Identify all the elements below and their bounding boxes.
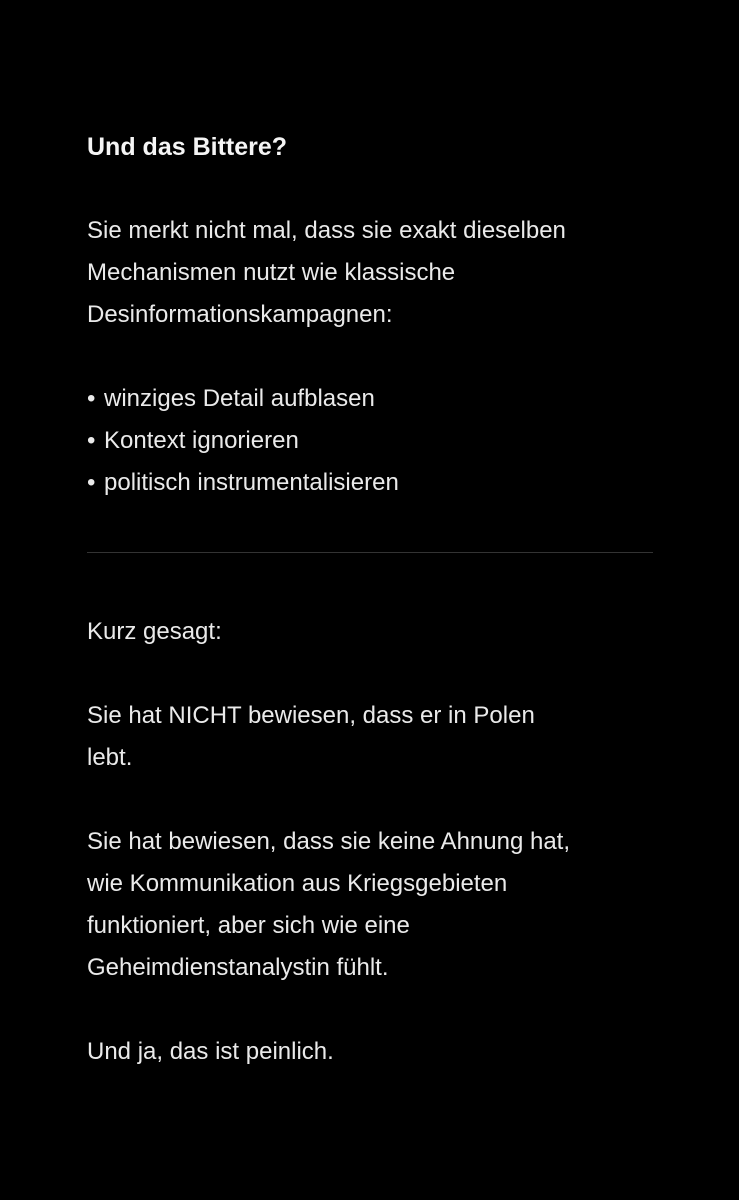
- summary-paragraph-2: [87, 821, 653, 989]
- mechanism-list: [87, 378, 653, 504]
- summary-paragraph-1: [87, 695, 653, 779]
- list-item-text: politisch instrumentalisieren: [104, 469, 399, 496]
- bullet-icon: •: [87, 385, 96, 412]
- intro-paragraph: [87, 210, 653, 336]
- list-item-text: winziges Detail aufblasen: [104, 385, 375, 412]
- closing-line: Und ja, das ist peinlich.: [87, 1038, 334, 1065]
- bullet-icon: •: [87, 469, 96, 496]
- summary-lead: Kurz gesagt:: [87, 618, 222, 645]
- list-item: [87, 462, 653, 504]
- list-item-text: Kontext ignorieren: [104, 427, 299, 454]
- paragraph-line: Sie hat NICHT bewiesen, dass er in Polen: [87, 702, 535, 729]
- intro-line: Desinformationskampagnen:: [87, 301, 393, 328]
- intro-line: Mechanismen nutzt wie klassische: [87, 259, 456, 286]
- list-item: [87, 378, 653, 420]
- list-item: [87, 420, 653, 462]
- post-text: [87, 126, 653, 1073]
- section-divider: [87, 552, 653, 553]
- paragraph-line: Sie hat bewiesen, dass sie keine Ahnung hat,: [87, 828, 570, 855]
- paragraph-line: lebt.: [87, 744, 133, 771]
- bullet-icon: •: [87, 427, 96, 454]
- paragraph-line: wie Kommunikation aus Kriegsgebieten: [87, 870, 508, 897]
- intro-line: Sie merkt nicht mal, dass sie exakt dieselben: [87, 217, 566, 244]
- section-heading: Und das Bittere?: [87, 133, 288, 161]
- paragraph-line: Geheimdienstanalystin fühlt.: [87, 954, 389, 981]
- paragraph-line: funktioniert, aber sich wie eine: [87, 912, 410, 939]
